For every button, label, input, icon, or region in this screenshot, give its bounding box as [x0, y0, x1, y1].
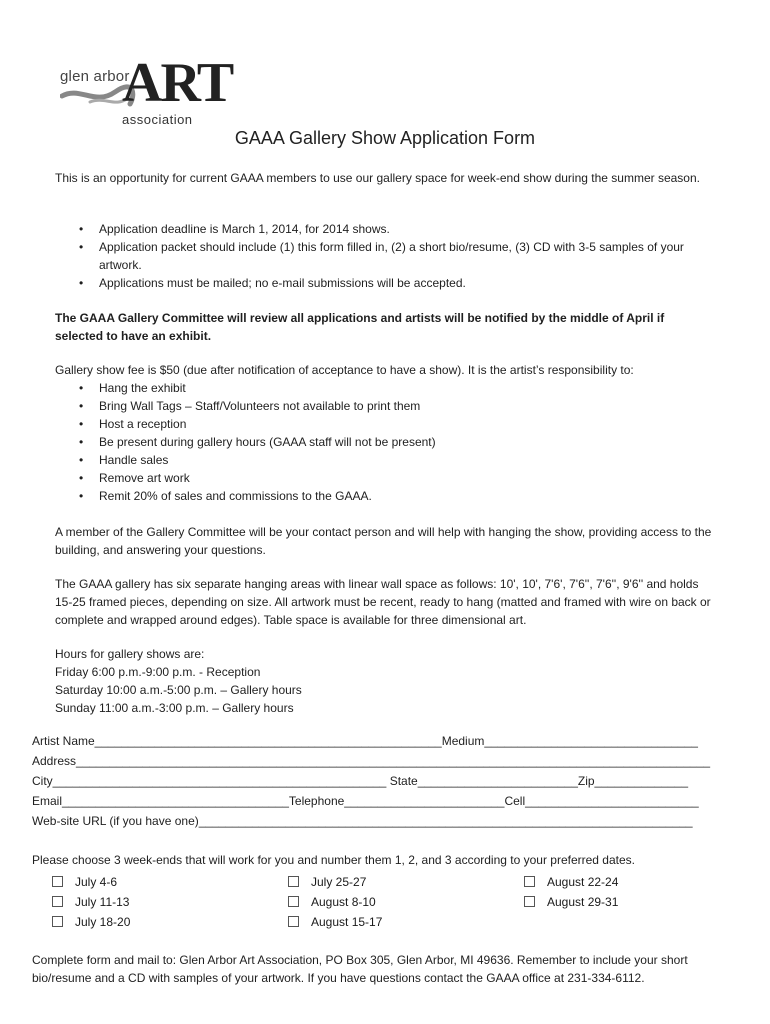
committee-note: The GAAA Gallery Committee will review all applications and artists will be notified by the middle of April if selected to have an exhibit. — [55, 311, 665, 343]
weekend-label: August 22-24 — [547, 875, 619, 889]
page-title — [0, 128, 770, 149]
weekend-option[interactable] — [524, 892, 618, 912]
rule-item: • Application packet should include (1) this form filled in, (2) a short bio/resume, (3) CD with 3-5 samples of your artwork. — [55, 238, 715, 274]
applicant-info-fields — [32, 731, 722, 831]
checkbox-icon[interactable] — [288, 916, 299, 927]
weekend-option[interactable] — [524, 872, 618, 892]
artist-name-medium-field[interactable]: Artist Name____________________________________________________Medium________________________________ — [32, 734, 698, 748]
gallery-hours — [55, 645, 715, 717]
responsibility-item: • Hang the exhibit — [55, 379, 715, 397]
responsibility-item: • Be present during gallery hours (GAAA staff will not be present) — [55, 433, 715, 451]
logo-glen-arbor-text: glen arbor — [60, 68, 130, 85]
weekend-option[interactable] — [52, 892, 129, 912]
weekend-label: July 18-20 — [75, 915, 131, 929]
title-text: GAAA Gallery Show Application Form — [234, 128, 536, 148]
contact-paragraph: A member of the Gallery Committee will be your contact person and will help with hanging the show, providing access to the building, and answering your questions. — [55, 525, 712, 557]
closing-instructions: Complete form and mail to: Glen Arbor Art Association, PO Box 305, Glen Arbor, MI 49636. Remember to include your short bio/resume and a CD with samples of your artwork. If you have questions contact the GAAA office at 231-334-6112. — [32, 953, 688, 985]
checkbox-icon[interactable] — [288, 876, 299, 887]
hours-heading: Hours for gallery shows are: — [55, 647, 205, 661]
responsibility-item: • Remove art work — [55, 469, 715, 487]
fee-paragraph: Gallery show fee is $50 (due after notification of acceptance to have a show). It is the artist’s responsibility to: — [55, 363, 634, 377]
rule-item: • Application deadline is March 1, 2014, for 2014 shows. — [55, 220, 715, 238]
rule-item: • Applications must be mailed; no e-mail submissions will be accepted. — [55, 274, 715, 292]
checkbox-icon[interactable] — [524, 896, 535, 907]
city-state-zip-field[interactable]: City__________________________________________________ State________________________Zip______________ — [32, 774, 688, 788]
hours-sunday: Sunday 11:00 a.m.-3:00 p.m. – Gallery hours — [55, 701, 294, 715]
responsibility-item: • Remit 20% of sales and commissions to the GAAA. — [55, 487, 715, 505]
weekends-prompt: Please choose 3 week-ends that will work for you and number them 1, 2, and 3 according to your preferred dates. — [32, 853, 635, 867]
responsibility-item: • Host a reception — [55, 415, 715, 433]
checkbox-icon[interactable] — [524, 876, 535, 887]
weekend-option[interactable] — [52, 872, 117, 892]
weekend-option[interactable] — [288, 892, 376, 912]
weekend-label: July 25-27 — [311, 875, 367, 889]
intro-paragraph: This is an opportunity for current GAAA members to use our gallery space for week-end show during the summer season. — [55, 171, 700, 185]
responsibilities-list — [55, 379, 715, 505]
hours-saturday: Saturday 10:00 a.m.-5:00 p.m. – Gallery hours — [55, 683, 302, 697]
weekend-label: August 29-31 — [547, 895, 619, 909]
address-field[interactable]: Address_______________________________________________________________________________________________ — [32, 754, 711, 768]
weekend-option[interactable] — [288, 912, 382, 932]
weekend-label: August 8-10 — [311, 895, 376, 909]
logo-association-text: association — [122, 112, 193, 127]
checkbox-icon[interactable] — [52, 876, 63, 887]
gaaa-logo — [60, 52, 233, 128]
responsibility-item: • Bring Wall Tags – Staff/Volunteers not available to print them — [55, 397, 715, 415]
weekend-option[interactable] — [288, 872, 366, 892]
hours-friday: Friday 6:00 p.m.-9:00 p.m. - Reception — [55, 665, 261, 679]
weekend-label: July 11-13 — [75, 895, 130, 909]
gallery-space-paragraph: The GAAA gallery has six separate hanging areas with linear wall space as follows: 10', 10', 7'6', 7'6'', 7'6'', 9'6'' and holds 15-25 framed pieces, depending on size. All artwork must be recent, ready to hang (matted and framed with wire on back or complete and wrapped around edges). Table space is available for three dimensional art. — [55, 577, 711, 627]
checkbox-icon[interactable] — [288, 896, 299, 907]
checkbox-icon[interactable] — [52, 916, 63, 927]
logo-art-text: ART — [122, 52, 233, 114]
email-telephone-cell-field[interactable]: Email__________________________________Telephone________________________Cell__________________________ — [32, 794, 699, 808]
checkbox-icon[interactable] — [52, 896, 63, 907]
weekend-label: August 15-17 — [311, 915, 383, 929]
weekend-option[interactable] — [52, 912, 130, 932]
application-rules — [55, 220, 715, 292]
website-field[interactable]: Web-site URL (if you have one)__________________________________________________________________________ — [32, 814, 693, 828]
responsibility-item: • Handle sales — [55, 451, 715, 469]
weekend-label: July 4-6 — [75, 875, 118, 889]
